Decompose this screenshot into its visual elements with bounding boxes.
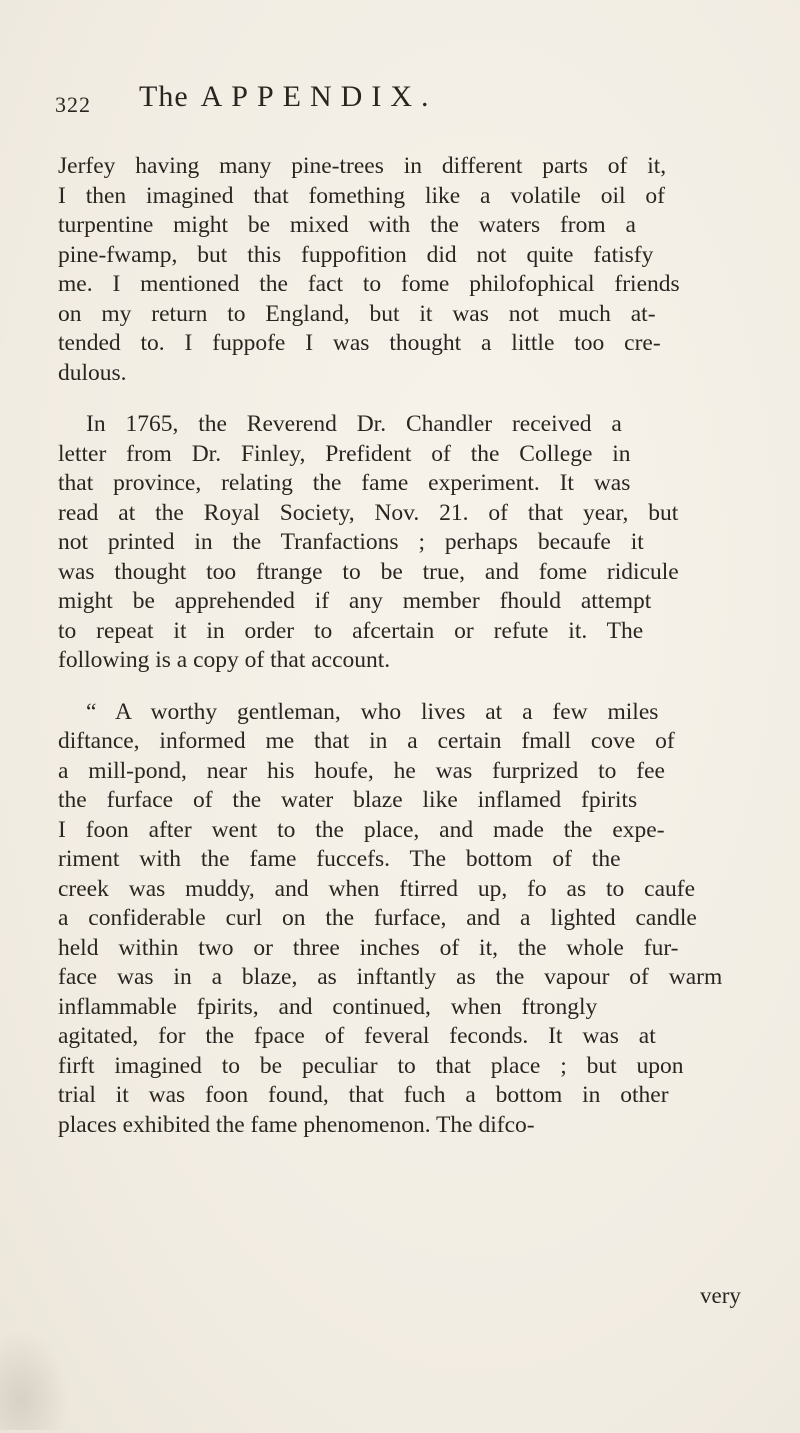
catchword: very: [700, 1283, 741, 1308]
text-line: turpentine might be mixed with the waters from a: [58, 212, 636, 238]
text-line: creek was muddy, and when ftirred up, fo as to caufe: [58, 875, 696, 902]
text-line: Jerfey having many pine-trees in different parts of it,: [58, 153, 667, 179]
text-line: agitated, for the fpace of feveral feconds. It was at: [58, 1023, 656, 1049]
text-line: “ A worthy gentleman, who lives at a few miles: [86, 698, 659, 725]
text-line: trial it was foon found, that fuch a bottom in other: [58, 1082, 669, 1108]
text-line: the furface of the water blaze like inflamed fpirits: [58, 787, 638, 813]
text-line: I then imagined that fomething like a volatile oil of: [58, 182, 665, 209]
text-line: to repeat it in order to afcertain or refute it. The: [58, 617, 644, 644]
text-line: inflammable fpirits, and continued, when ftrongly: [58, 993, 598, 1020]
paragraph-1: [58, 152, 748, 388]
running-head: [139, 80, 438, 114]
page-number: 322: [55, 92, 91, 117]
text-line: read at the Royal Society, Nov. 21. of that year, but: [58, 499, 679, 526]
text-line: held within two or three inches of it, the whole fur-: [58, 934, 679, 961]
text-line: In 1765, the Reverend Dr. Chandler received a: [86, 411, 622, 437]
text-line: a mill-pond, near his houfe, he was furprized to fee: [58, 757, 665, 784]
paragraph-3: [58, 698, 748, 1141]
text-line: might be apprehended if any member fhould attempt: [58, 588, 652, 614]
text-line: me. I mentioned the fact to fome philofophical friends: [58, 271, 680, 297]
text-line: firft imagined to be peculiar to that place ; but upon: [58, 1052, 684, 1079]
paragraph-2: [58, 410, 748, 676]
text-line: letter from Dr. Finley, Prefident of the College in: [58, 440, 631, 467]
text-line: was thought too ftrange to be true, and fome ridicule: [58, 558, 679, 585]
page-header: [55, 80, 755, 130]
page-blemish: [0, 1330, 70, 1430]
text-line: I foon after went to the place, and made the expe-: [58, 816, 665, 843]
text-line: following is a copy of that account.: [58, 647, 391, 673]
paragraph-gap: [58, 388, 748, 410]
running-head-appendix: APPENDIX.: [200, 80, 438, 113]
text-line: face was in a blaze, as inftantly as the vapour of warm: [58, 964, 723, 990]
text-line: a confiderable curl on the furface, and a lighted candle: [58, 905, 697, 931]
running-head-the: The: [139, 80, 189, 113]
text-line: on my return to England, but it was not much at-: [58, 300, 656, 327]
text-line: dulous.: [58, 359, 127, 386]
text-line: riment with the fame fuccefs. The bottom of the: [58, 846, 621, 872]
text-line: diftance, informed me that in a certain fmall cove of: [58, 728, 675, 754]
text-line: not printed in the Tranfactions ; perhaps becaufe it: [58, 529, 644, 555]
body-text: [58, 152, 748, 1140]
text-line: pine-fwamp, but this fuppofition did not quite fatisfy: [58, 241, 654, 268]
text-line: places exhibited the fame phenomenon. The difco-: [58, 1111, 535, 1138]
text-line: that province, relating the fame experiment. It was: [58, 470, 631, 496]
text-line: tended to. I fuppofe I was thought a little too cre-: [58, 330, 661, 356]
paragraph-gap: [58, 676, 748, 698]
